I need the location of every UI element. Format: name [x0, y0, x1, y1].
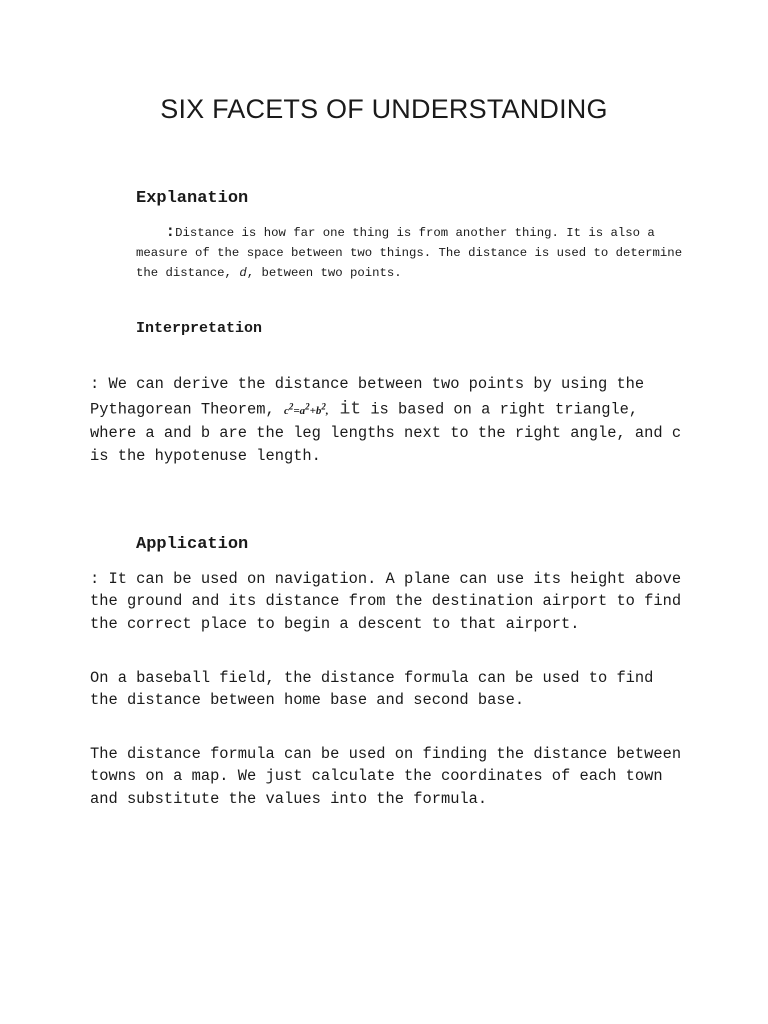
application-paragraph: The distance formula can be used on finding the distance between towns on a map. We just calculate the coordinates of each town and substitute the values into the formula.: [90, 745, 682, 808]
formula-exp1: 2: [288, 401, 294, 412]
pythagorean-formula: [283, 401, 329, 417]
interpretation-text-part2: is based on a right triangle, where a and b are the leg lengths next to the right angle, and c is the hypotenuse length.: [90, 400, 682, 465]
application-paragraph: : It can be used on navigation. A plane can use its height above the ground and its distance from the destination airport to find the correct place to begin a descent to that airport.: [90, 570, 682, 633]
page-title: SIX FACETS OF UNDERSTANDING: [160, 94, 608, 124]
explanation-text-part1: Distance is how far one thing is from another thing. It is also a measure of the space between two things. The distance is used to determine the distance,: [136, 226, 683, 280]
formula-comma: ,: [325, 404, 329, 417]
interpretation-paragraph: [90, 373, 690, 467]
formula-b: b: [315, 404, 322, 417]
formula-eq: =: [293, 404, 300, 417]
interpretation-heading: Interpretation: [136, 320, 263, 337]
formula-exp3: 2: [321, 401, 326, 412]
explanation-text-part2: , between two points.: [246, 266, 402, 280]
formula-a: a: [299, 404, 306, 417]
formula-c: c: [283, 404, 289, 417]
explanation-heading: Explanation: [136, 189, 249, 208]
interpretation-it-word: it: [328, 399, 362, 420]
application-paragraph: On a baseball field, the distance formula can be used to find the distance between home base and second base.: [90, 669, 654, 710]
formula-exp2: 2: [305, 401, 310, 412]
interpretation-text-part1: : We can derive the distance between two points by using the Pythagorean Theorem,: [90, 375, 645, 419]
explanation-paragraph: [136, 222, 696, 283]
formula-plus: +: [309, 404, 316, 417]
application-heading: Application: [136, 535, 249, 554]
explanation-colon: :: [165, 223, 176, 241]
explanation-variable: d: [239, 266, 247, 280]
